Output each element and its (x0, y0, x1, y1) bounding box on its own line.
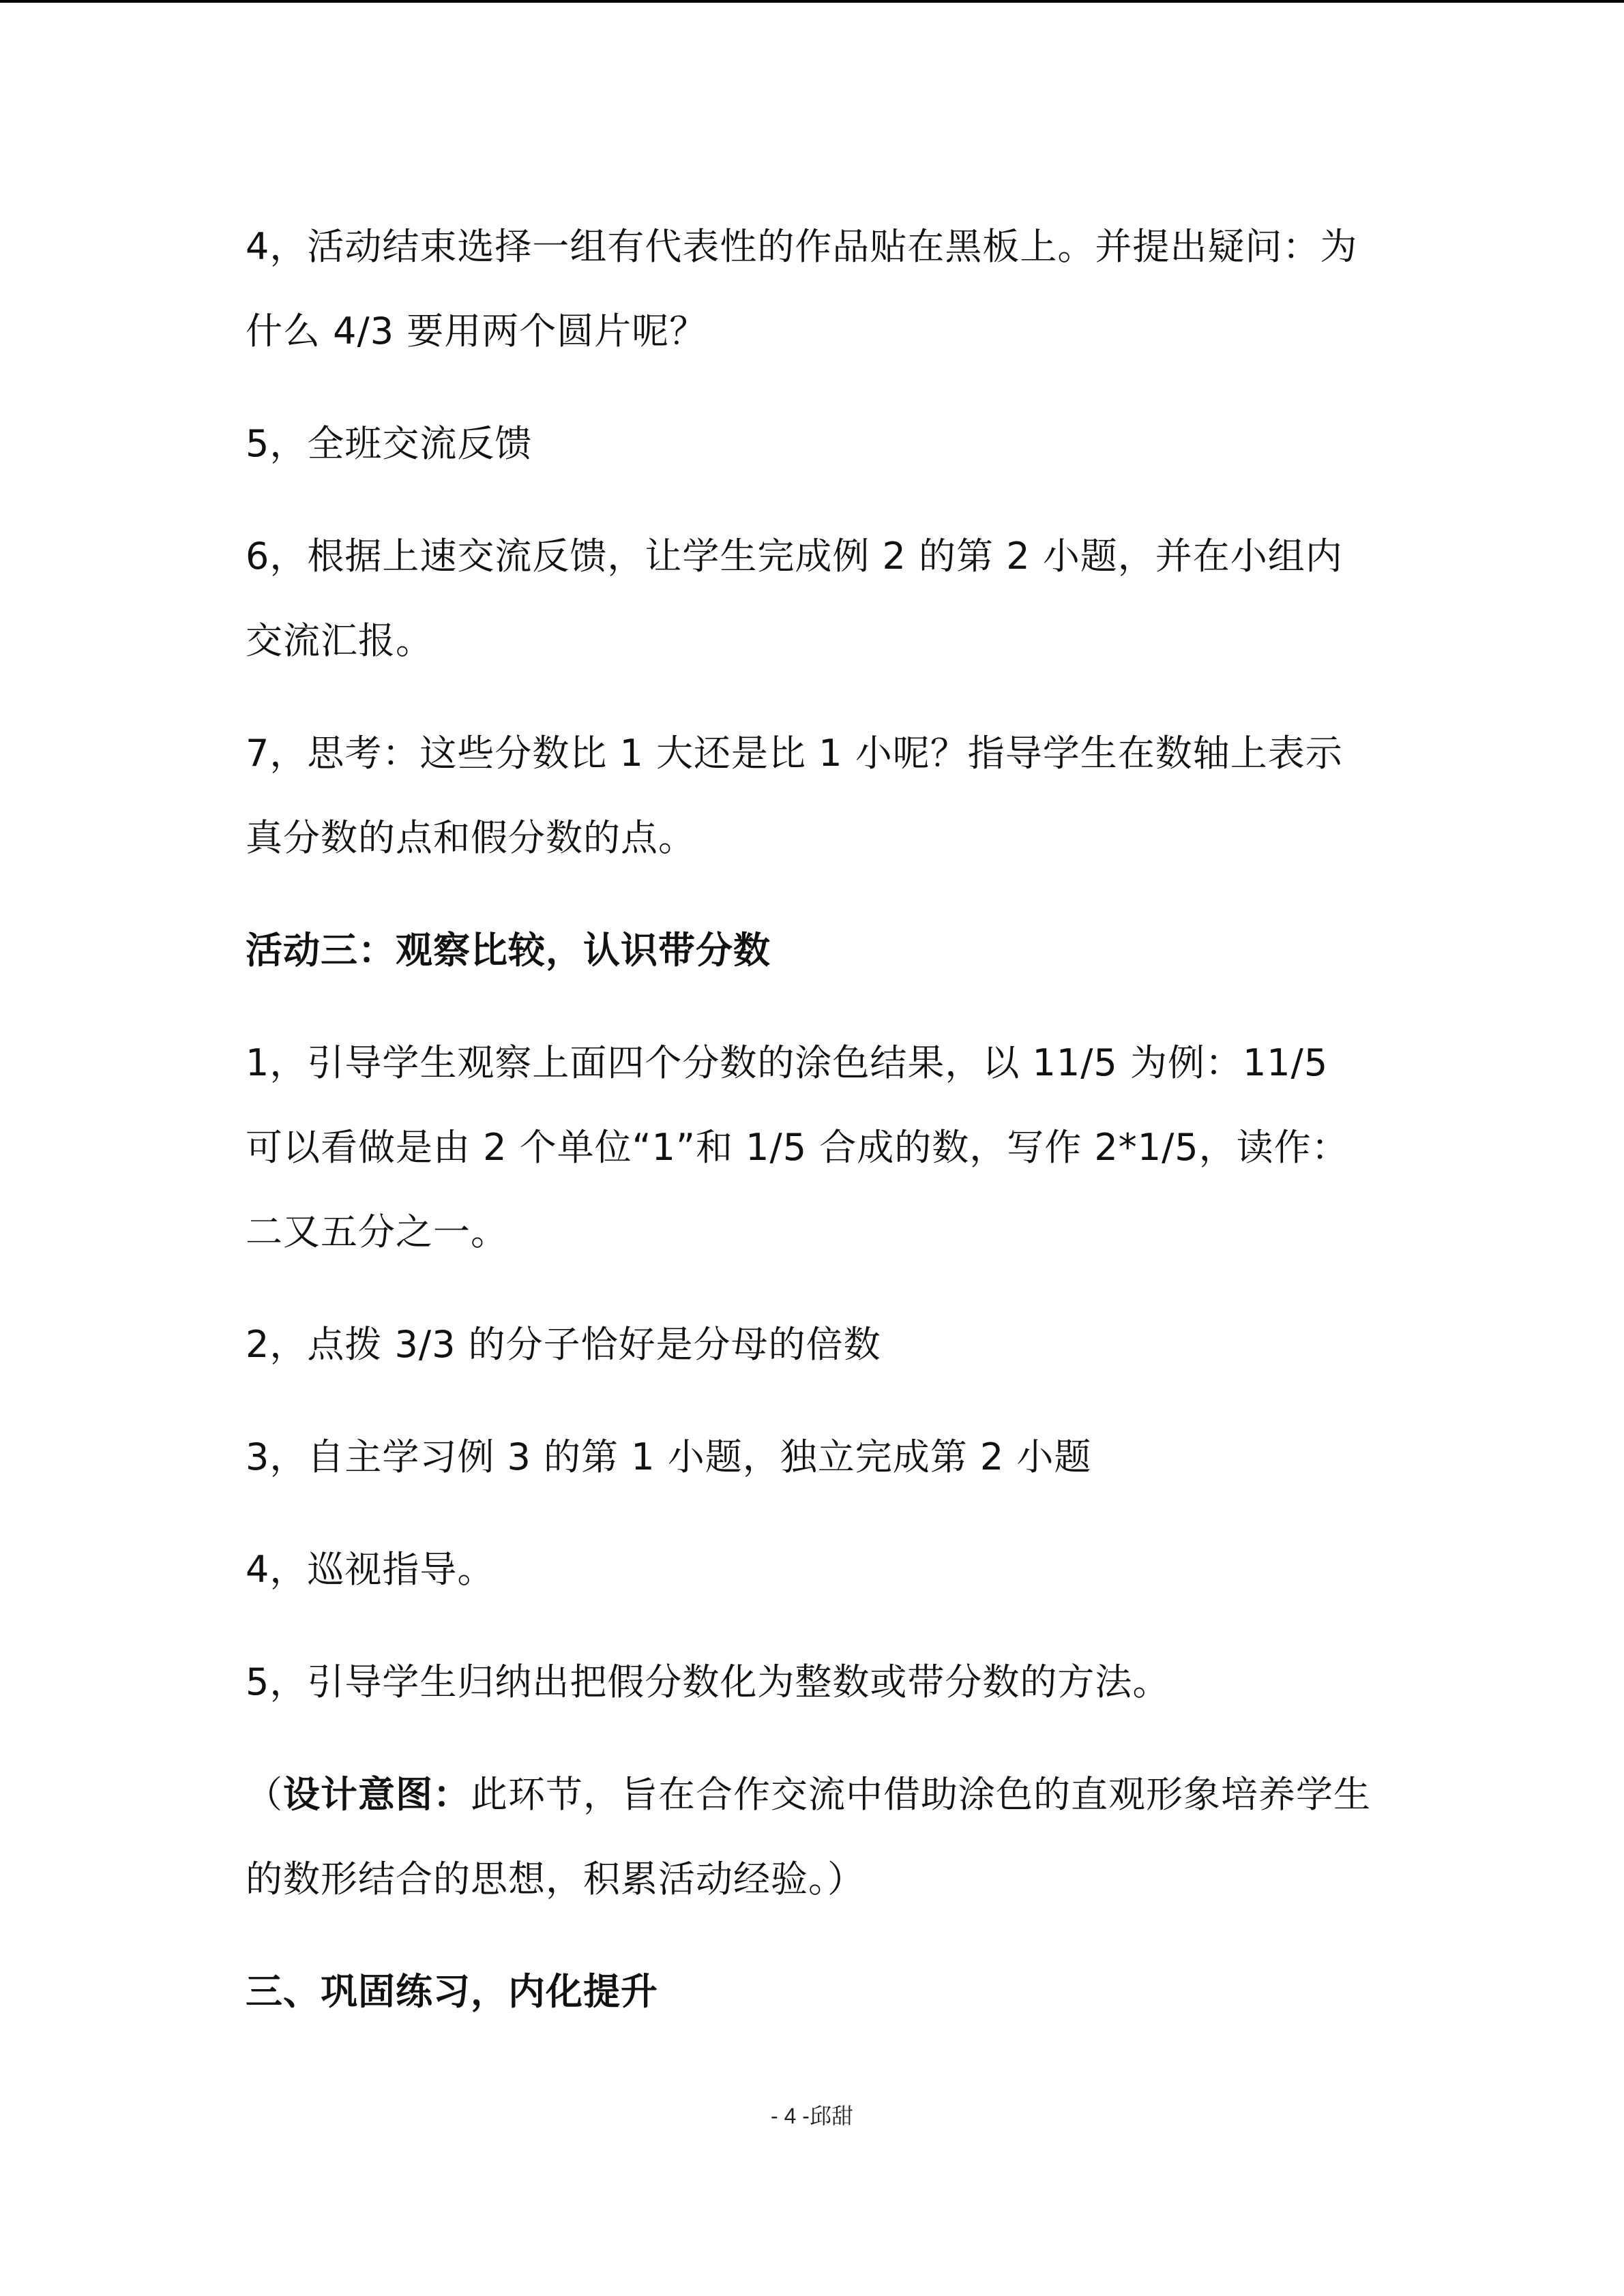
paragraph-mixed-number-example: 1，引导学生观察上面四个分数的涂色结果，以 11/5 为例：11/5 可以看做是由 2 个单位“1”和 1/5 合成的数，写作 2*1/5，读作：二又五分之一。 (246, 1041, 1349, 1253)
document-body (246, 205, 1378, 2062)
paragraph-step-4-display-work: 4，活动结束选择一组有代表性的作品贴在黑板上。并提出疑问：为什么 4/3 要用两个圆片呢？ (246, 225, 1358, 353)
section-heading-consolidation: 三、巩固练习，内化提升 (246, 1970, 658, 2013)
page-footer: - 4 -邱甜 (771, 2104, 853, 2128)
design-intent-text: 此环节，旨在合作交流中借助涂色的直观形象培养学生的数形结合的思想，积累活动经验。） (246, 1773, 1371, 1900)
paragraph-self-study-example-3: 3，自主学习例 3 的第 1 小题，独立完成第 2 小题 (246, 1435, 1092, 1478)
top-border-line (0, 0, 1624, 3)
paragraph-design-intent (246, 1753, 1378, 1922)
paragraph-step-5-class-feedback: 5，全班交流反馈 (246, 422, 533, 465)
paragraph-step-7-number-line: 7，思考：这些分数比 1 大还是比 1 小呢？指导学生在数轴上表示真分数的点和假分数的点。 (246, 732, 1343, 859)
section-heading-activity-three: 活动三：观察比较，认识带分数 (246, 929, 771, 972)
paragraph-step-6-group-report: 6，根据上速交流反馈，让学生完成例 2 的第 2 小题，并在小组内交流汇报。 (246, 535, 1343, 662)
paragraph-numerator-multiple: 2，点拨 3/3 的分子恰好是分母的倍数 (246, 1323, 881, 1366)
design-intent-label: 设计意图： (283, 1773, 471, 1816)
design-intent-open-paren: （ (246, 1773, 283, 1816)
paragraph-summarize-method: 5，引导学生归纳出把假分数化为整数或带分数的方法。 (246, 1660, 1170, 1703)
paragraph-patrol-guidance: 4，巡视指导。 (246, 1548, 495, 1591)
